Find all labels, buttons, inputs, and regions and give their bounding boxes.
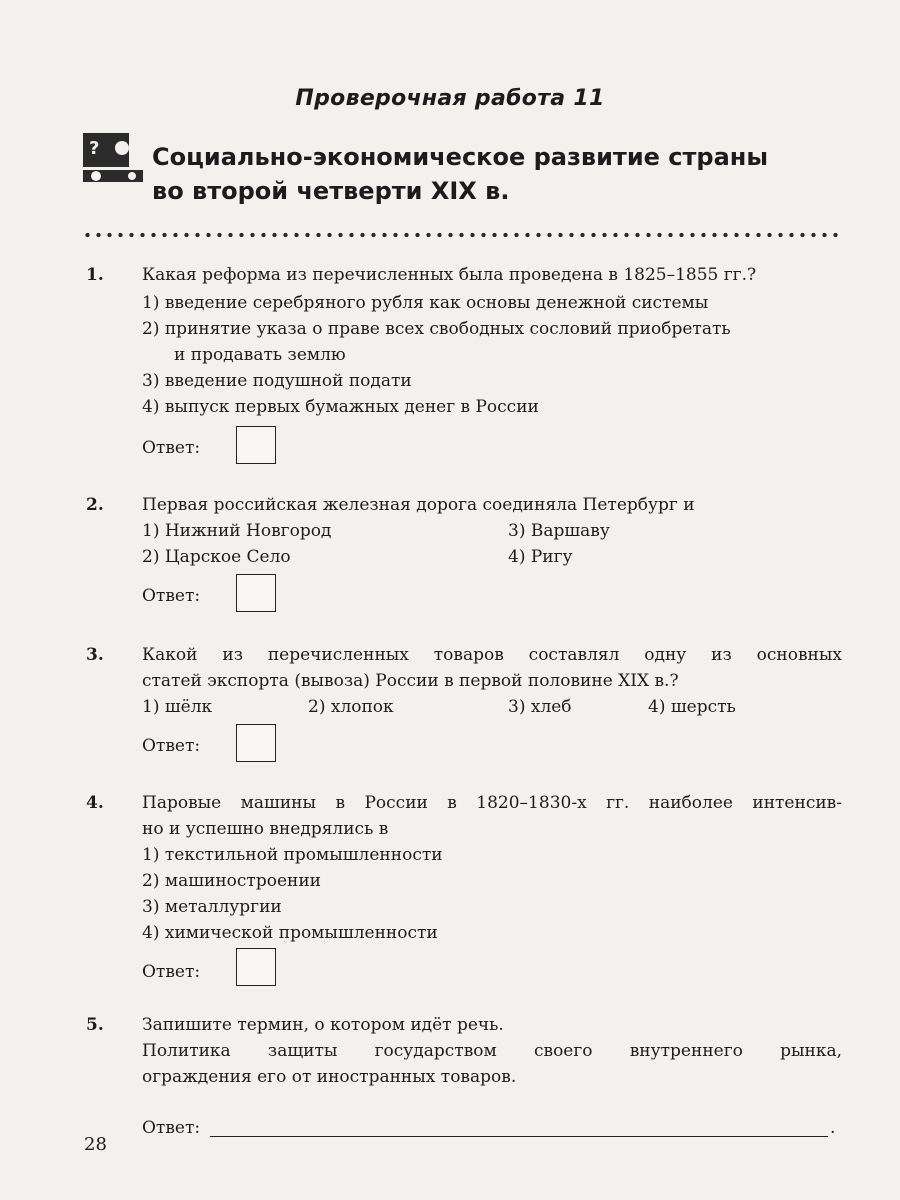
answer-line[interactable] (210, 1136, 828, 1137)
option-3: 3) металлургии (142, 897, 282, 917)
answer-label: Ответ: (142, 586, 201, 606)
question-number: 5. (86, 1015, 104, 1035)
work-title: Проверочная работа 11 (295, 86, 605, 111)
question-number: 1. (86, 265, 104, 285)
topic-title (152, 140, 852, 208)
term-description-line2: ограждения его от иностранных товаров. (142, 1067, 517, 1087)
question-text: Запишите термин, о котором идёт речь. (142, 1015, 504, 1035)
question-number: 2. (86, 495, 104, 515)
option-2: 2) хлопок (308, 697, 394, 717)
answer-label: Ответ: (142, 736, 201, 756)
answer-box[interactable] (236, 724, 276, 762)
option-2: 2) Царское Село (142, 547, 291, 567)
question-number: 3. (86, 645, 104, 665)
question-text-line2: статей экспорта (вывоза) России в первой половине XIX в.? (142, 671, 679, 691)
option-1: 1) Нижний Новгород (142, 521, 332, 541)
topic-title-line1: Социально-экономическое развитие страны (152, 143, 769, 171)
option-4: 4) химической промышленности (142, 923, 438, 943)
option-4: 4) шерсть (648, 697, 736, 717)
option-2-cont: и продавать землю (174, 345, 346, 365)
topic-title-line2: во второй четверти XIX в. (152, 177, 510, 205)
question-number: 4. (86, 793, 104, 813)
question-text-line2: но и успешно внедрялись в (142, 819, 389, 839)
answer-box[interactable] (236, 574, 276, 612)
answer-label: Ответ: (142, 962, 201, 982)
option-3: 3) Варшаву (508, 521, 610, 541)
teacher-blackboard-icon (82, 132, 144, 184)
answer-label: Ответ: (142, 438, 201, 458)
answer-label: Ответ: (142, 1118, 201, 1138)
option-1: 1) шёлк (142, 697, 213, 717)
option-3: 3) введение подушной подати (142, 371, 412, 391)
option-3: 3) хлеб (508, 697, 572, 717)
option-2: 2) машиностроении (142, 871, 322, 891)
svg-text:?: ? (89, 138, 100, 159)
option-4: 4) Ригу (508, 547, 573, 567)
option-2: 2) принятие указа о праве всех свободных сословий приобретать (142, 319, 731, 339)
answer-line-end: . (830, 1118, 836, 1138)
question-text: Какая реформа из перечисленных была проведена в 1825–1855 гг.? (142, 265, 757, 285)
option-1: 1) введение серебряного рубля как основы денежной системы (142, 293, 709, 313)
page-number: 28 (84, 1134, 107, 1155)
question-text: Первая российская железная дорога соединяла Петербург и (142, 495, 695, 515)
question-text-line1: Какой из перечисленных товаров составлял одну из основных (142, 645, 842, 665)
option-1: 1) текстильной промышленности (142, 845, 443, 865)
answer-box[interactable] (236, 426, 276, 464)
answer-box[interactable] (236, 948, 276, 986)
question-text-line1: Паровые машины в России в 1820–1830-х гг. наиболее интенсив- (142, 793, 842, 813)
term-description-line1: Политика защиты государством своего внутреннего рынка, (142, 1041, 842, 1061)
option-4: 4) выпуск первых бумажных денег в России (142, 397, 539, 417)
dotted-divider (82, 232, 842, 238)
